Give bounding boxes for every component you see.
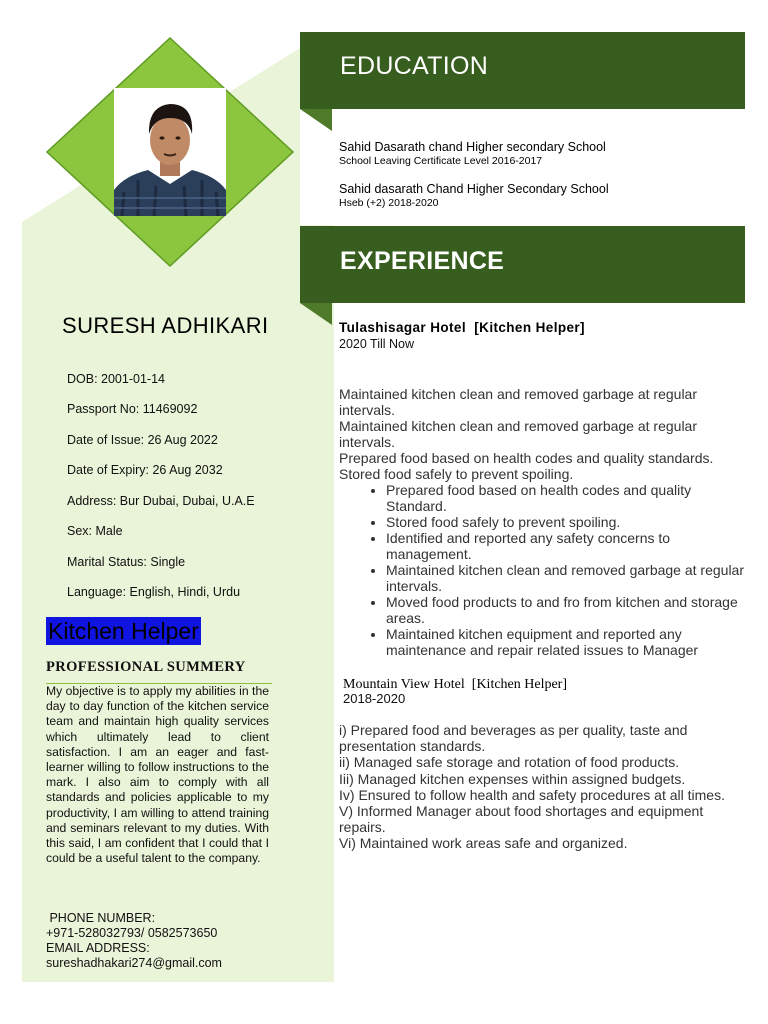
role-badge: Kitchen Helper	[48, 618, 199, 644]
job-paragraph: Prepared food based on health codes and quality standards.	[339, 450, 714, 466]
list-item: • Maintained kitchen equipment and reported any maintenance and repair related issues to Manager	[386, 626, 744, 658]
education-heading: EDUCATION	[340, 52, 489, 80]
education-item	[339, 140, 606, 167]
person-name: SURESH ADHIKARI	[62, 313, 269, 338]
job-line: Iv) Ensured to follow health and safety procedures at all times.	[339, 786, 725, 803]
info-dob: DOB: 2001-01-14	[67, 372, 165, 386]
list-item: • Identified and reported any safety concerns to management.	[386, 530, 744, 562]
job-line: i) Prepared food and beverages as per quality, taste and presentation standards.	[339, 722, 688, 755]
job-paragraph: Maintained kitchen clean and removed garbage at regular intervals.	[339, 418, 698, 450]
list-item: • Stored food safely to prevent spoiling.	[386, 514, 744, 530]
info-language: Language: English, Hindi, Urdu	[67, 585, 241, 599]
job-paragraph: Maintained kitchen clean and removed garbage at regular intervals.	[339, 386, 698, 418]
job-description	[339, 722, 744, 852]
profile-photo	[114, 88, 226, 216]
info-sex: Sex: Male	[67, 524, 123, 538]
email-address: sureshadhakari274@gmail.com	[46, 956, 222, 970]
education-band-fold	[300, 109, 332, 131]
job-line: Vi) Maintained work areas safe and organized.	[339, 835, 628, 852]
job-period: 2020 Till Now	[339, 337, 415, 351]
job-line: V) Informed Manager about food shortages and equipment repairs.	[339, 803, 704, 836]
education-school: Sahid Dasarath chand Higher secondary School	[339, 140, 606, 154]
job-line: ii) Managed safe storage and rotation of food products.	[339, 754, 680, 771]
job-title: Mountain View Hotel [Kitchen Helper]	[343, 677, 568, 692]
email-label: EMAIL ADDRESS:	[46, 941, 150, 955]
info-address: Address: Bur Dubai, Dubai, U.A.E	[67, 494, 255, 508]
job-title: Tulashisagar Hotel [Kitchen Helper]	[339, 320, 585, 335]
job-description	[339, 386, 744, 658]
education-detail: School Leaving Certificate Level 2016-2017	[339, 155, 543, 167]
info-issue-date: Date of Issue: 26 Aug 2022	[67, 433, 218, 447]
summary-heading: PROFESSIONAL SUMMERY	[46, 659, 246, 675]
education-detail: Hseb (+2) 2018-2020	[339, 197, 439, 209]
phone-label: PHONE NUMBER:	[46, 911, 156, 925]
summary-text: My objective is to apply my abilities in the day to day function of the kitchen service team and maintain high quality services which ultimately lead to client satisfaction. I am an eager and fast-learner willing to follow instructions to the mark. I also aim to comply with all standards and policies applicable to my productivity, I am willing to attend training and seminars relevant to my duties. With this said, I am confident that I could that I could be a useful talent to the company.	[46, 684, 269, 866]
info-marital-status: Marital Status: Single	[67, 555, 186, 569]
list-item: • Maintained kitchen clean and removed garbage at regular intervals.	[386, 562, 744, 594]
education-item	[339, 182, 609, 209]
list-item: • Prepared food based on health codes and quality Standard.	[386, 482, 744, 514]
job-line: Iii) Managed kitchen expenses within assigned budgets.	[339, 770, 686, 787]
info-passport: Passport No: 11469092	[67, 402, 198, 416]
phone-number: +971-528032793/ 0582573650	[46, 926, 218, 940]
experience-header-band	[300, 226, 745, 303]
list-item: • Moved food products to and fro from kitchen and storage areas.	[386, 594, 744, 626]
job-paragraph: Stored food safely to prevent spoiling.	[339, 466, 574, 482]
education-school: Sahid dasarath Chand Higher Secondary School	[339, 182, 609, 196]
experience-heading: EXPERIENCE	[340, 247, 505, 275]
education-header-band	[300, 32, 745, 109]
experience-band-fold	[300, 303, 332, 325]
job-bullet-list	[339, 482, 744, 658]
job-period: 2018-2020	[343, 691, 406, 706]
info-expiry-date: Date of Expiry: 26 Aug 2032	[67, 463, 223, 477]
